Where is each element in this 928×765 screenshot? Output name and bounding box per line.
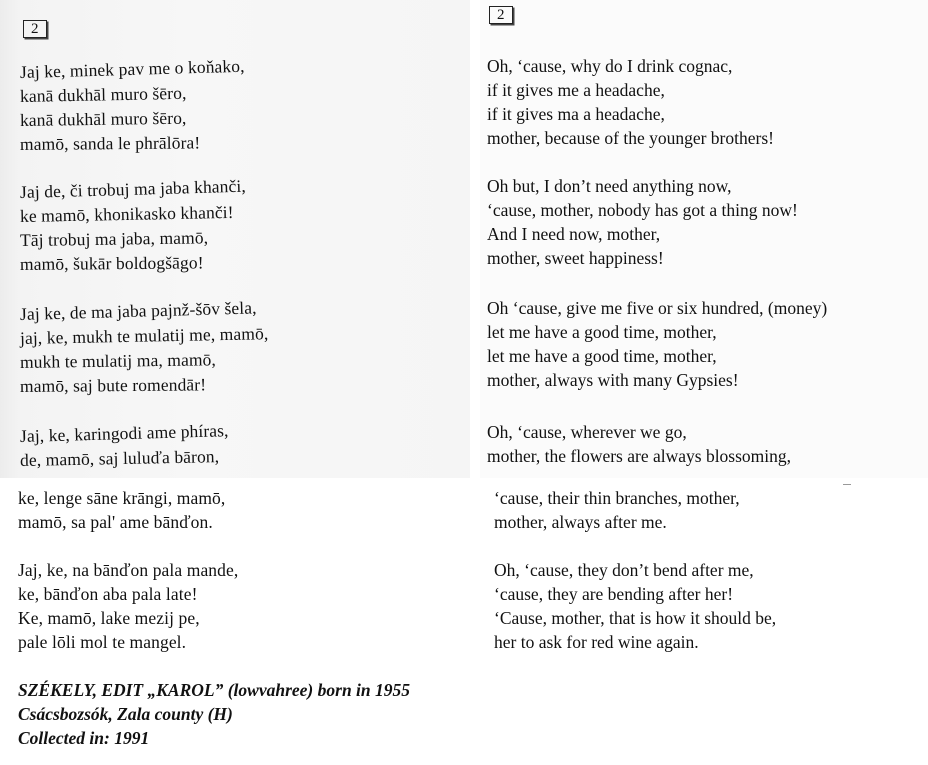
romani-line: Jaj ke, minek pav me o koňako, <box>19 55 245 82</box>
english-line: Oh but, I don’t need anything now, <box>487 176 732 196</box>
english-line: Oh ‘cause, give me five or six hundred, (money) <box>487 298 828 318</box>
english-line: ‘cause, they are bending after her! <box>494 584 734 604</box>
romani-line: Jaj de, či trobuj ma jaba khanči, <box>19 175 247 202</box>
english-stanza-4 <box>487 420 791 468</box>
credit-singer: SZÉKELY, EDIT „KAROL” (lowvahree) born in 1955 <box>18 680 411 700</box>
romani-stanza-5 <box>18 486 225 534</box>
english-stanza-1 <box>487 54 774 150</box>
english-line: mother, the flowers are always blossoming, <box>487 446 792 466</box>
english-line: her to ask for red wine again. <box>494 632 699 652</box>
romani-stanza-2 <box>19 175 247 276</box>
english-line: mother, always after me. <box>494 512 667 532</box>
singer-credit <box>18 678 410 750</box>
english-stanza-6 <box>494 558 776 654</box>
romani-line: Jaj ke, de ma jaba pajnž-šōv šela, <box>19 297 257 324</box>
romani-line: mukh te mulatij ma, mamō, <box>19 349 217 372</box>
romani-line: mamō, saj bute romendār! <box>19 374 207 396</box>
english-line: Oh, ‘cause, why do I drink cognac, <box>487 56 733 76</box>
romani-stanza-3 <box>19 297 269 398</box>
english-line: Oh, ‘cause, they don’t bend after me, <box>494 560 754 580</box>
romani-line: jaj, ke, mukh te mulatij me, mamō, <box>19 323 269 348</box>
english-line: let me have a good time, mother, <box>487 322 717 342</box>
romani-line: kanā dukhāl muro šēro, <box>19 107 187 130</box>
romani-line: Jaj, ke, na bānďon pala mande, <box>18 560 239 580</box>
page-number-left: 2 <box>23 20 47 38</box>
credit-location: Csácsbozsók, Zala county (H) <box>18 704 233 724</box>
romani-line: de, mamō, saj luluďa bāron, <box>19 446 220 470</box>
romani-line: Jaj, ke, karingodi ame phíras, <box>19 420 229 446</box>
romani-line: ke mamō, khonikasko khanči! <box>19 201 234 226</box>
english-line: let me have a good time, mother, <box>487 346 717 366</box>
english-line: Oh, ‘cause, wherever we go, <box>487 422 687 442</box>
romani-line: Ke, mamō, lake mezij pe, <box>18 608 200 628</box>
english-line: ‘Cause, mother, that is how it should be, <box>494 608 777 628</box>
english-stanza-3 <box>487 296 827 392</box>
english-line: ‘cause, mother, nobody has got a thing now! <box>487 200 798 220</box>
romani-line: mamō, sanda le phrālōra! <box>19 132 201 154</box>
romani-line: mamō, sa pal' ame bānďon. <box>18 512 213 532</box>
english-stanza-5 <box>494 486 740 534</box>
romani-line: mamō, šukār boldogšāgo! <box>19 252 204 274</box>
english-line: mother, always with many Gypsies! <box>487 370 739 390</box>
romani-line: kanā dukhāl muro šēro, <box>19 82 187 106</box>
english-line: And I need now, mother, <box>487 224 661 244</box>
english-line: mother, because of the younger brothers! <box>487 128 774 148</box>
romani-stanza-1 <box>19 55 245 156</box>
credit-collected: Collected in: 1991 <box>18 728 150 748</box>
romani-line: ke, lenge sāne krāngi, mamō, <box>18 488 226 508</box>
english-line: mother, sweet happiness! <box>487 248 664 268</box>
scan-mark <box>843 484 851 485</box>
romani-line: Tāj trobuj ma jaba, mamō, <box>19 227 209 250</box>
page-number-right: 2 <box>489 6 513 24</box>
english-line: if it gives me a headache, <box>487 80 665 100</box>
romani-line: ke, bānďon aba pala late! <box>18 584 198 604</box>
english-line: ‘cause, their thin branches, mother, <box>494 488 740 508</box>
romani-line: pale lōli mol te mangel. <box>18 632 187 652</box>
english-stanza-2 <box>487 174 798 270</box>
romani-stanza-4 <box>19 420 229 472</box>
romani-stanza-6 <box>18 558 238 654</box>
english-line: if it gives ma a headache, <box>487 104 665 124</box>
